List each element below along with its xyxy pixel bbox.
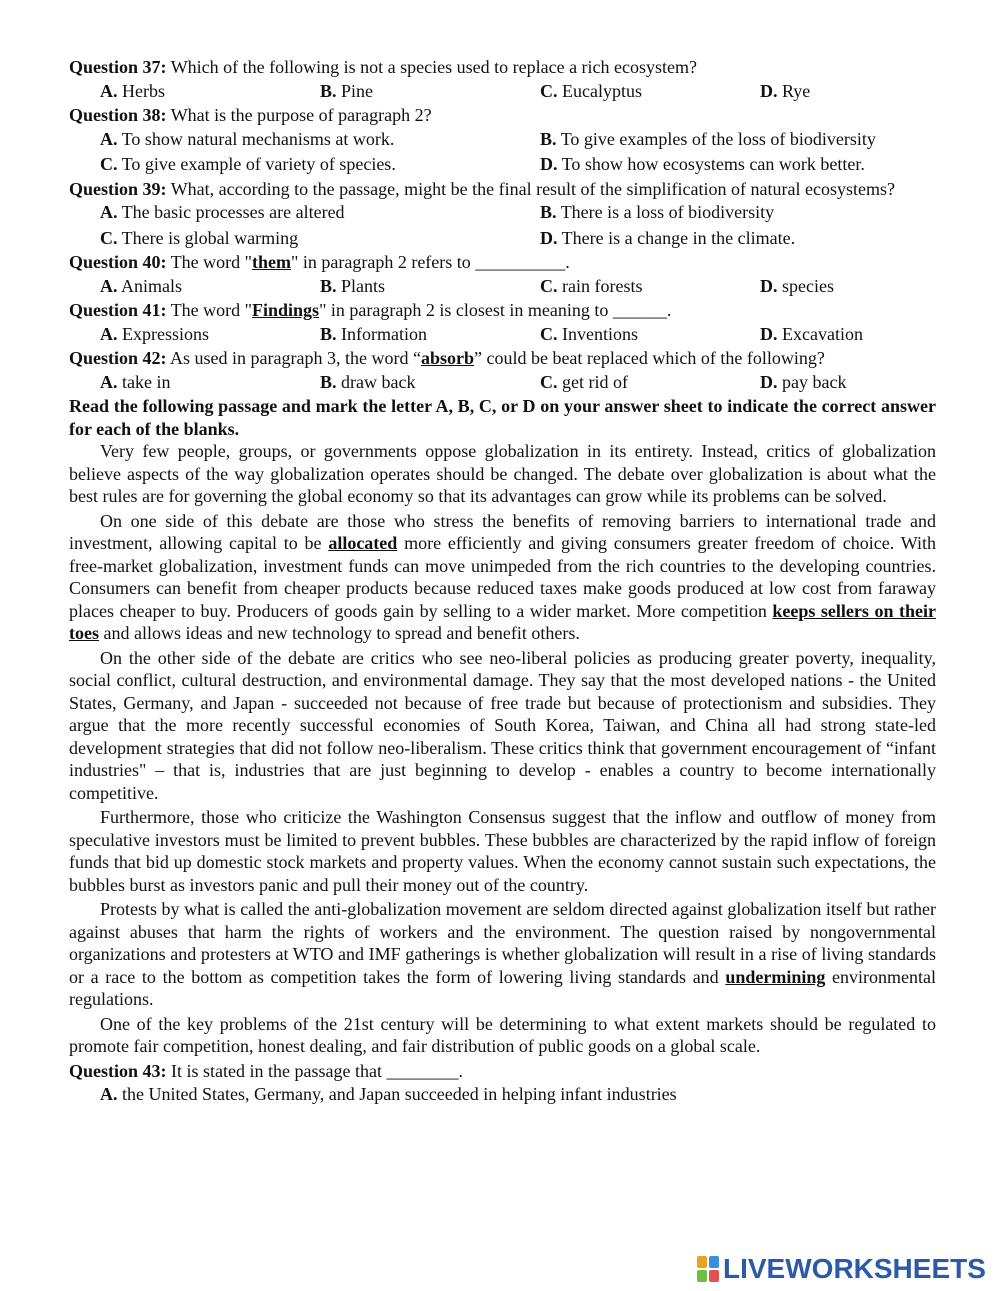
option-text: get rid of — [557, 371, 628, 392]
logo-square — [697, 1270, 707, 1282]
option-text: To give examples of the loss of biodiversity — [556, 128, 876, 149]
option-text: Herbs — [117, 80, 165, 101]
option[interactable] — [320, 79, 540, 105]
question-label: Question 40: — [69, 252, 167, 272]
passage-paragraph-2 — [69, 510, 936, 645]
option[interactable] — [540, 322, 760, 348]
option-text: Pine — [336, 80, 374, 101]
option-text: rain forests — [557, 275, 643, 296]
question-39 — [69, 178, 936, 201]
option-letter: A. — [100, 128, 118, 149]
logo-text: LIVEWORKSHEETS — [723, 1253, 986, 1284]
option-letter: C. — [540, 323, 558, 344]
option-text: take in — [117, 371, 171, 392]
option-letter: B. — [320, 275, 337, 296]
option-text: There is global warming — [117, 227, 299, 248]
option-text: Information — [336, 323, 427, 344]
option[interactable] — [320, 274, 540, 300]
option-letter: A. — [100, 1084, 118, 1104]
question-label: Question 41: — [69, 300, 167, 320]
option-letter: D. — [760, 80, 778, 101]
option-letter: A. — [100, 202, 118, 222]
q38-options — [100, 127, 936, 178]
question-text: As used in paragraph 3, the word “ — [166, 348, 421, 368]
q37-options — [100, 79, 936, 105]
paragraph-text: environmental regulations. — [69, 966, 936, 1009]
logo-square — [709, 1256, 719, 1268]
paragraph-text: On one side of this debate are those who stress the benefits of removing barriers to international trade and investment, allowing capital to be — [69, 510, 936, 553]
option-text: Excavation — [777, 323, 863, 344]
question-text: Which of the following is not a species used to replace a rich ecosystem? — [166, 57, 698, 77]
option[interactable] — [540, 370, 760, 396]
option-letter: D. — [760, 275, 778, 296]
option[interactable] — [540, 200, 960, 226]
underlined-word: them — [252, 252, 292, 272]
option-text: the United States, Germany, and Japan succeeded in helping infant industries — [117, 1084, 677, 1104]
option-letter: D. — [540, 227, 558, 248]
question-text: ” could be beat replaced which of the following? — [473, 348, 825, 368]
option-text: draw back — [336, 371, 416, 392]
underlined-word: Findings — [252, 300, 320, 320]
question-label: Question 37: — [69, 57, 167, 77]
option[interactable] — [100, 152, 540, 178]
option[interactable] — [760, 322, 960, 348]
logo-square — [697, 1256, 707, 1268]
option-text: To show natural mechanisms at work. — [117, 128, 395, 149]
worksheet-page — [69, 56, 936, 1108]
option-text: Rye — [777, 80, 811, 101]
question-40 — [69, 251, 936, 274]
option-letter: A. — [100, 371, 118, 392]
option-text: To give example of variety of species. — [117, 154, 396, 174]
question-38 — [69, 104, 936, 127]
option[interactable] — [100, 79, 320, 105]
question-text: The word " — [166, 300, 253, 320]
option-text: There is a loss of biodiversity — [556, 202, 775, 222]
question-text: It is stated in the passage that ________. — [166, 1060, 463, 1081]
underlined-word: allocated — [328, 533, 398, 553]
q39-options — [100, 200, 936, 251]
option-letter: A. — [100, 80, 118, 101]
option-text: Eucalyptus — [557, 80, 642, 101]
paragraph-text: Protests by what is called the anti-globalization movement are seldom directed against globalization itself but rather against abuses that harm the rights of workers and the environment. The question raised by nongovernmental organizations and protesters at WTO and IMF gatherings is whether globalization will result in a rise of living standards or a race to the bottom as competition takes the form of lowering living standards and — [69, 899, 936, 987]
option[interactable] — [100, 1082, 936, 1108]
option-letter: B. — [320, 323, 337, 344]
paragraph-text: more efficiently and giving consumers greater freedom of choice. With free-market globalization, investment funds can move unimpeded from the rich countries to the developing countries. Consumers can benefit from cheaper products because reduced taxes make goods produced at low cost from faraway places cheaper to buy. Producers of goods gain by selling to a wider market. More competition — [69, 533, 936, 621]
q41-options — [100, 322, 936, 348]
option-text: species — [777, 275, 834, 296]
option-letter: D. — [540, 154, 558, 174]
question-text: " in paragraph 2 is closest in meaning to ______. — [319, 300, 672, 320]
underlined-phrase: keeps sellers on their toes — [69, 600, 936, 643]
option-text: There is a change in the climate. — [557, 227, 796, 248]
option[interactable] — [100, 127, 540, 153]
option[interactable] — [540, 152, 960, 178]
option[interactable] — [540, 226, 960, 252]
liveworksheets-logo[interactable] — [697, 1254, 986, 1284]
logo-square — [709, 1270, 719, 1282]
underlined-word: undermining — [725, 966, 826, 987]
passage-paragraph-3: On the other side of the debate are critics who see neo-liberal policies as producing greater poverty, inequality, social conflict, cultural destruction, and environmental damage. They say that the most developed nations - the United States, Germany, and Japan - succeeded not because of free trade but because of protectionism and subsidies. They argue that the more recently successful economies of South Korea, Taiwan, and China all had strong state-led development strategies that did not follow neo-liberalism. These critics think that government encouragement of “infant industries" – that is, industries that are just beginning to develop - enables a country to become internationally competitive. — [69, 647, 936, 803]
option-text: Expressions — [117, 323, 209, 344]
question-text: The word " — [166, 252, 253, 272]
option-text: Animals — [117, 275, 183, 296]
passage-paragraph-4: Furthermore, those who criticize the Washington Consensus suggest that the inflow and outflow of money from speculative investors must be limited to prevent bubbles. These bubbles are characterized by the rapid inflow of foreign funds that bid up domestic stock markets and property values. When the economy cannot sustain such expectations, the bubbles burst as investors panic and pull their money out of the country. — [69, 807, 936, 895]
question-43 — [69, 1060, 936, 1083]
option-letter: C. — [540, 371, 558, 392]
option[interactable] — [760, 79, 960, 105]
option[interactable] — [540, 127, 960, 153]
question-42 — [69, 347, 936, 370]
passage-paragraph-6: One of the key problems of the 21st century will be determining to what extent markets should be regulated to promote fair competition, honest dealing, and fair distribution of public goods on a global scale. — [69, 1013, 936, 1056]
option[interactable] — [100, 274, 320, 300]
question-label: Question 42: — [69, 348, 167, 368]
option[interactable] — [320, 322, 540, 348]
option[interactable] — [540, 274, 760, 300]
option-text: pay back — [777, 371, 847, 392]
option-text: Plants — [336, 275, 386, 296]
underlined-word: absorb — [420, 348, 474, 368]
question-37 — [69, 56, 936, 79]
option-letter: D. — [760, 323, 778, 344]
option[interactable] — [760, 370, 960, 396]
option-letter: C. — [540, 275, 558, 296]
question-text: " in paragraph 2 refers to __________. — [291, 252, 570, 272]
passage-paragraph-5 — [69, 898, 936, 1011]
reading-instruction: Read the following passage and mark the letter A, B, C, or D on your answer sheet to indicate the correct answer for each of the blanks. — [69, 396, 936, 439]
q42-options — [100, 370, 936, 396]
option-letter: C. — [100, 154, 118, 174]
option-text: The basic processes are altered — [117, 202, 345, 222]
option[interactable] — [100, 226, 540, 252]
option[interactable] — [320, 370, 540, 396]
option-letter: B. — [540, 202, 557, 222]
question-label: Question 43: — [69, 1060, 167, 1081]
option-letter: A. — [100, 275, 118, 296]
question-label: Question 39: — [69, 178, 167, 199]
option-letter: D. — [760, 371, 778, 392]
option[interactable] — [100, 370, 320, 396]
option[interactable] — [760, 274, 960, 300]
option-letter: B. — [540, 128, 557, 149]
option-letter: B. — [320, 371, 337, 392]
option-letter: C. — [540, 80, 558, 101]
option-text: Inventions — [557, 323, 638, 344]
question-label: Question 38: — [69, 105, 167, 125]
option-text: To show how ecosystems can work better. — [557, 154, 865, 174]
option-letter: A. — [100, 323, 118, 344]
q40-options — [100, 274, 936, 300]
option-letter: C. — [100, 227, 118, 248]
question-text: What is the purpose of paragraph 2? — [166, 105, 432, 125]
question-text: What, according to the passage, might be the final result of the simplification of natural ecosystems? — [166, 178, 895, 199]
logo-icon — [697, 1256, 719, 1282]
option[interactable] — [100, 322, 320, 348]
option[interactable] — [540, 79, 760, 105]
option[interactable] — [100, 200, 540, 226]
question-41 — [69, 299, 936, 322]
paragraph-text: and allows ideas and new technology to spread and benefit others. — [99, 623, 580, 643]
passage-paragraph-1: Very few people, groups, or governments oppose globalization in its entirety. Instead, critics of globalization believe aspects of the way globalization operates should be changed. The debate over globalization is about what the best rules are for governing the global economy so that its advantages can grow while its problems can be solved. — [69, 441, 936, 506]
option-letter: B. — [320, 80, 337, 101]
